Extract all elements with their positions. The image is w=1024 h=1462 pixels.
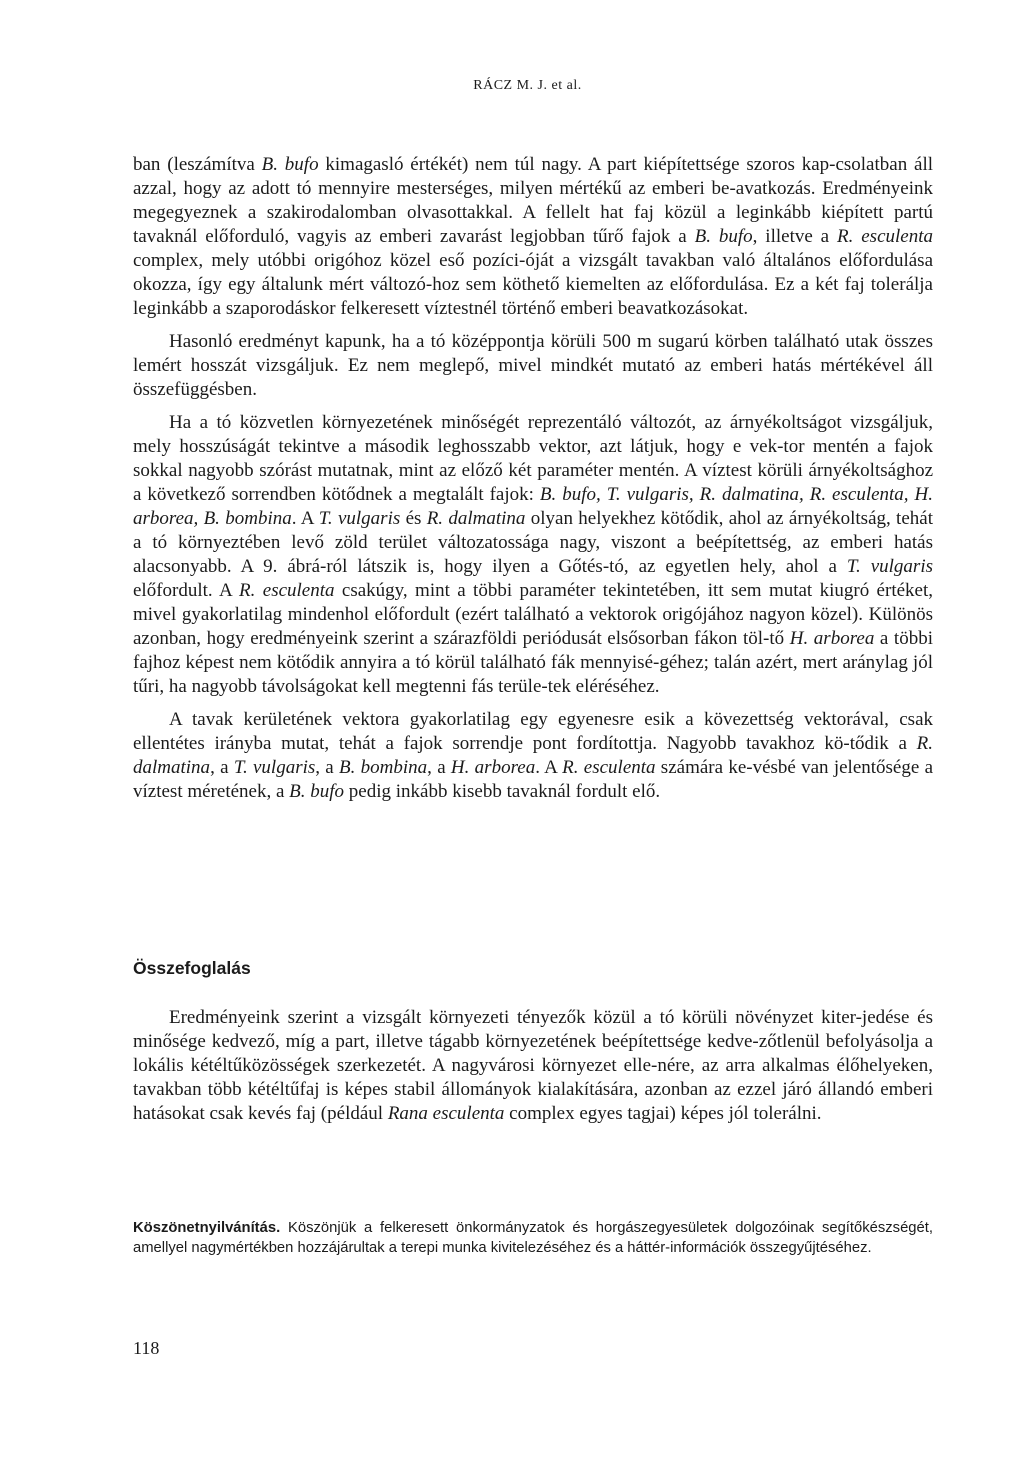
- acknowledgements-label: Köszönetnyilvánítás.: [133, 1220, 281, 1236]
- italic-run: B. bufo: [261, 154, 319, 175]
- acknowledgements-text: Köszönjük a felkeresett önkormányzatok és horgászegyesületek dolgozóinak segítőkészségét, amellyel nagymértékben hozzájárultak a terepi munka kivitelezéséhez és a háttér-információk összegyűjtéséhez.: [133, 1220, 933, 1256]
- italic-run: B. bufo: [289, 781, 345, 802]
- italic-run: H. arborea: [789, 628, 875, 649]
- italic-run: R. dalmatina: [426, 508, 526, 529]
- italic-run: H. arborea: [450, 757, 536, 778]
- results-section: [133, 153, 933, 804]
- text-run: complex egyes tagjai) képes jól tolerálni.: [504, 1103, 822, 1124]
- text-run: olyan helyekhez kötődik, ahol az árnyékoltság, tehát a tó környeztében levő zöld terület változatossága nagy, viszont a beépítettség, az emberi hatás alacsonyabb. A 9. ábrá-ról látszik is, hogy ilyen a Gőtés-tó, az egyetlen hely, ahol a: [133, 508, 933, 577]
- text-run: ban (leszámítva: [133, 154, 262, 175]
- text-run: , a: [427, 757, 451, 778]
- text-run: Hasonló eredményt kapunk, ha a tó középpontja körüli 500 m sugarú körben található utak összes lemért hosszát vizsgáljuk. Ez nem meglepő, mivel mindkét mutató az emberi hatás mértékével áll összefüggésben.: [133, 331, 933, 400]
- italic-run: B. bufo: [694, 226, 753, 247]
- text-run: a többi fajhoz képest nem kötődik annyira a tó körül található fák mennyisé-géhez; talán azért, mert aránylag jól tűri, ha nagyobb távolságokat kell megtenni fás terüle-tek eléréséhez.: [133, 628, 933, 697]
- italic-run: T. vulgaris: [318, 508, 401, 529]
- italic-run: T. vulgaris: [233, 757, 316, 778]
- italic-run: B. bombina: [339, 757, 428, 778]
- text-run: számára ke-vésbé van jelentősége a víztest méretének, a: [133, 757, 934, 802]
- text-run: pedig inkább kisebb tavaknál fordult elő.: [344, 781, 661, 802]
- italic-run: R. esculenta: [837, 226, 933, 247]
- text-run: complex, mely utóbbi origóhoz közel eső pozíci-óját a vizsgált tavakban való általános előfordulása okozza, így egy általunk mért változó-hoz sem köthető kiemelten az előfordulása. Ez a két faj tolerálja leginkább a szaporodáskor felkeresett víztestnél történő emberi beavatkozásokat.: [133, 250, 933, 319]
- text-run: Eredményeink szerint a vizsgált környezeti tényezők közül a tó körüli növényzet kiter-jedése és minősége kedvező, míg a part, illetve tágabb környezetének beépítettsége kedve-zőtlenül befolyásolja a lokális kétéltűközösségek szerkezetét. A nagyvárosi környezet elle-nére, az arra alkalmas élőhelyeken, tavakban több kétéltűfaj is képes stabil állományok kialakítására, azonban az ezzel járó állandó emberi hatásokat csak kevés faj (például: [133, 1007, 933, 1124]
- paragraph: [133, 411, 933, 699]
- text-run: A tavak kerületének vektora gyakorlatilag egy egyenesre esik a kövezettség vektorával, csak ellentétes irányba mutat, tehát a fajok sorrendje pont fordítottja. Nagyobb tavakhoz kö-tődik a: [133, 709, 933, 754]
- summary-section: [133, 1006, 933, 1126]
- page-number: 118: [133, 1338, 160, 1358]
- text-run: . A: [535, 757, 563, 778]
- text-run: előfordult. A: [133, 580, 240, 601]
- text-run: csakúgy, mint a többi paraméter tekintetében, itt sem mutat kiugró értéket, mivel gyakorlatilag mindenhol előfordult (ezért található a vektorok origójához nagyon közel). Különös azonban, hogy eredményeink szerint a szárazföldi periódusát elsősorban fákon töl-tő: [133, 580, 933, 649]
- text-run: és: [400, 508, 427, 529]
- italic-run: R. esculenta: [562, 757, 656, 778]
- italic-run: T. vulgaris: [846, 556, 933, 577]
- paragraph: [133, 708, 933, 804]
- text-run: kimagasló értékét) nem túl nagy. A part kiépítettsége szoros kap-csolatban áll azzal, hogy az adott tó mennyire mesterséges, milyen mértékű az emberi be-avatkozás. Eredményeink megegyeznek a szakirodalomban olvasottakkal. A fellelt hat faj közül a leginkább kiépített partú tavaknál előforduló, vagyis az emberi zavarást legjobban tűrő fajok a: [133, 154, 934, 247]
- italic-run: B. bufo, T. vulgaris, R. dalmatina, R. esculenta, H. arborea, B. bombina: [133, 484, 934, 529]
- paragraph: [133, 330, 933, 402]
- paragraph: [133, 1006, 933, 1126]
- text-run: , illetve a: [752, 226, 837, 247]
- italic-run: Rana esculenta: [387, 1103, 505, 1124]
- text-run: . A: [291, 508, 319, 529]
- section-heading: Összefoglalás: [133, 958, 251, 978]
- text-run: , a: [315, 757, 340, 778]
- running-head: RÁCZ M. J. et al.: [473, 78, 582, 93]
- italic-run: R. dalmatina: [133, 733, 933, 778]
- text-run: , a: [210, 757, 234, 778]
- paragraph: [133, 153, 933, 321]
- acknowledgements: [133, 1218, 933, 1258]
- text-run: Ha a tó közvetlen környezetének minőségét reprezentáló változót, az árnyékoltságot vizsgáljuk, mely hosszúságát tekintve a második leghosszabb vektor, azt látjuk, hogy e vek-tor mentén a fajok sokkal nagyobb szórást mutatnak, mint az előző két paraméter mentén. A víztest körüli árnyékoltsághoz a következő sorrendben kötődnek a megtalált fajok:: [133, 412, 933, 505]
- italic-run: R. esculenta: [239, 580, 335, 601]
